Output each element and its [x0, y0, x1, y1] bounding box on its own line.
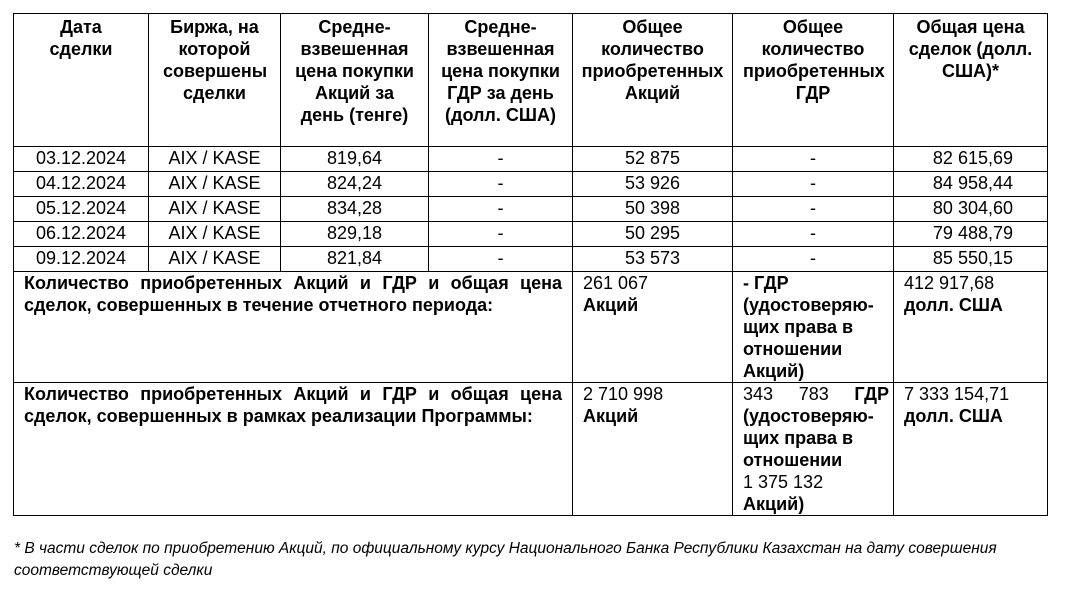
cell-exchange: AIX / KASE [149, 197, 281, 222]
summary-program-shares [573, 383, 733, 516]
summary-program-gdrs [733, 383, 894, 516]
cell-shares: 53 926 [573, 172, 733, 197]
cell-date: 03.12.2024 [14, 147, 149, 172]
header-gdr-price: Средне-взвешенная цена покупки ГДР за день (долл. США) [429, 14, 573, 147]
summary-period-gdr-desc: (удостоверяю-щих права в отношении Акций) [743, 295, 874, 381]
summary-period-total [894, 272, 1048, 383]
cell-gdrs: - [733, 147, 894, 172]
summary-program-total-unit: долл. США [904, 406, 1003, 426]
footnote: * В части сделок по приобретению Акций, по официальному курсу Национального Банка Республики Казахстан на дату совершения соответствующей сделки [14, 540, 997, 579]
summary-program-gdr-desc: (удостоверяю-щих права в отношении [743, 406, 874, 470]
summary-period-shares [573, 272, 733, 383]
header-date: Дата сделки [14, 14, 149, 147]
summary-period-shares-count: 261 067 [583, 273, 649, 293]
cell-total: 79 488,79 [894, 222, 1048, 247]
table-row [14, 197, 1048, 222]
cell-total: 85 550,15 [894, 247, 1048, 272]
cell-share-price: 834,28 [281, 197, 429, 222]
summary-period-total-unit: долл. США [904, 295, 1003, 315]
summary-program-gdr-unit: ГДР [854, 384, 889, 404]
summary-period-gdrs [733, 272, 894, 383]
cell-gdrs: - [733, 172, 894, 197]
summary-period-gdr-line: - ГДР [743, 273, 789, 293]
cell-total: 82 615,69 [894, 147, 1048, 172]
table-row [14, 172, 1048, 197]
summary-period-shares-unit: Акций [583, 295, 639, 315]
summary-program-shares-unit: Акций [583, 406, 639, 426]
cell-shares: 53 573 [573, 247, 733, 272]
summary-program-gdr-shares-unit: Акций) [743, 494, 805, 514]
summary-program-row [14, 383, 1048, 516]
summary-program-gdr-line [743, 383, 889, 405]
cell-total: 84 958,44 [894, 172, 1048, 197]
cell-exchange: AIX / KASE [149, 222, 281, 247]
summary-program-gdr-shares-count: 1 375 132 [743, 472, 824, 492]
cell-gdr-price: - [429, 247, 573, 272]
cell-shares: 50 398 [573, 197, 733, 222]
purchase-report-table [13, 13, 1048, 516]
summary-program-total-value: 7 333 154,71 [904, 384, 1010, 404]
summary-program-total [894, 383, 1048, 516]
cell-gdr-price: - [429, 147, 573, 172]
cell-exchange: AIX / KASE [149, 172, 281, 197]
summary-program-shares-count: 2 710 998 [583, 384, 664, 404]
cell-gdrs: - [733, 197, 894, 222]
summary-period-label: Количество приобретенных Акций и ГДР и общая цена сделок, совершенных в течение отчетного периода: [14, 272, 573, 383]
cell-share-price: 824,24 [281, 172, 429, 197]
cell-shares: 50 295 [573, 222, 733, 247]
cell-share-price: 819,64 [281, 147, 429, 172]
cell-shares: 52 875 [573, 147, 733, 172]
table-row [14, 222, 1048, 247]
cell-exchange: AIX / KASE [149, 247, 281, 272]
summary-period-total-value: 412 917,68 [904, 273, 995, 293]
header-share-price: Средне-взвешенная цена покупки Акций за день (тенге) [281, 14, 429, 147]
header-row [14, 14, 1048, 147]
cell-gdrs: - [733, 247, 894, 272]
table-row [14, 247, 1048, 272]
header-exchange: Биржа, на которой совершены сделки [149, 14, 281, 147]
summary-period-row [14, 272, 1048, 383]
cell-gdr-price: - [429, 222, 573, 247]
cell-gdrs: - [733, 222, 894, 247]
header-total: Общая цена сделок (долл. США)* [894, 14, 1048, 147]
summary-program-label: Количество приобретенных Акций и ГДР и общая цена сделок, совершенных в рамках реализации Программы: [14, 383, 573, 516]
header-shares-count: Общее количество приобретенных Акций [573, 14, 733, 147]
cell-gdr-price: - [429, 172, 573, 197]
cell-date: 09.12.2024 [14, 247, 149, 272]
cell-gdr-price: - [429, 197, 573, 222]
cell-date: 04.12.2024 [14, 172, 149, 197]
cell-exchange: AIX / KASE [149, 147, 281, 172]
table-row [14, 147, 1048, 172]
cell-share-price: 829,18 [281, 222, 429, 247]
cell-total: 80 304,60 [894, 197, 1048, 222]
cell-date: 06.12.2024 [14, 222, 149, 247]
header-gdr-count: Общее количество приобретенных ГДР [733, 14, 894, 147]
cell-share-price: 821,84 [281, 247, 429, 272]
summary-program-gdr-count: 343 783 [743, 384, 829, 404]
cell-date: 05.12.2024 [14, 197, 149, 222]
